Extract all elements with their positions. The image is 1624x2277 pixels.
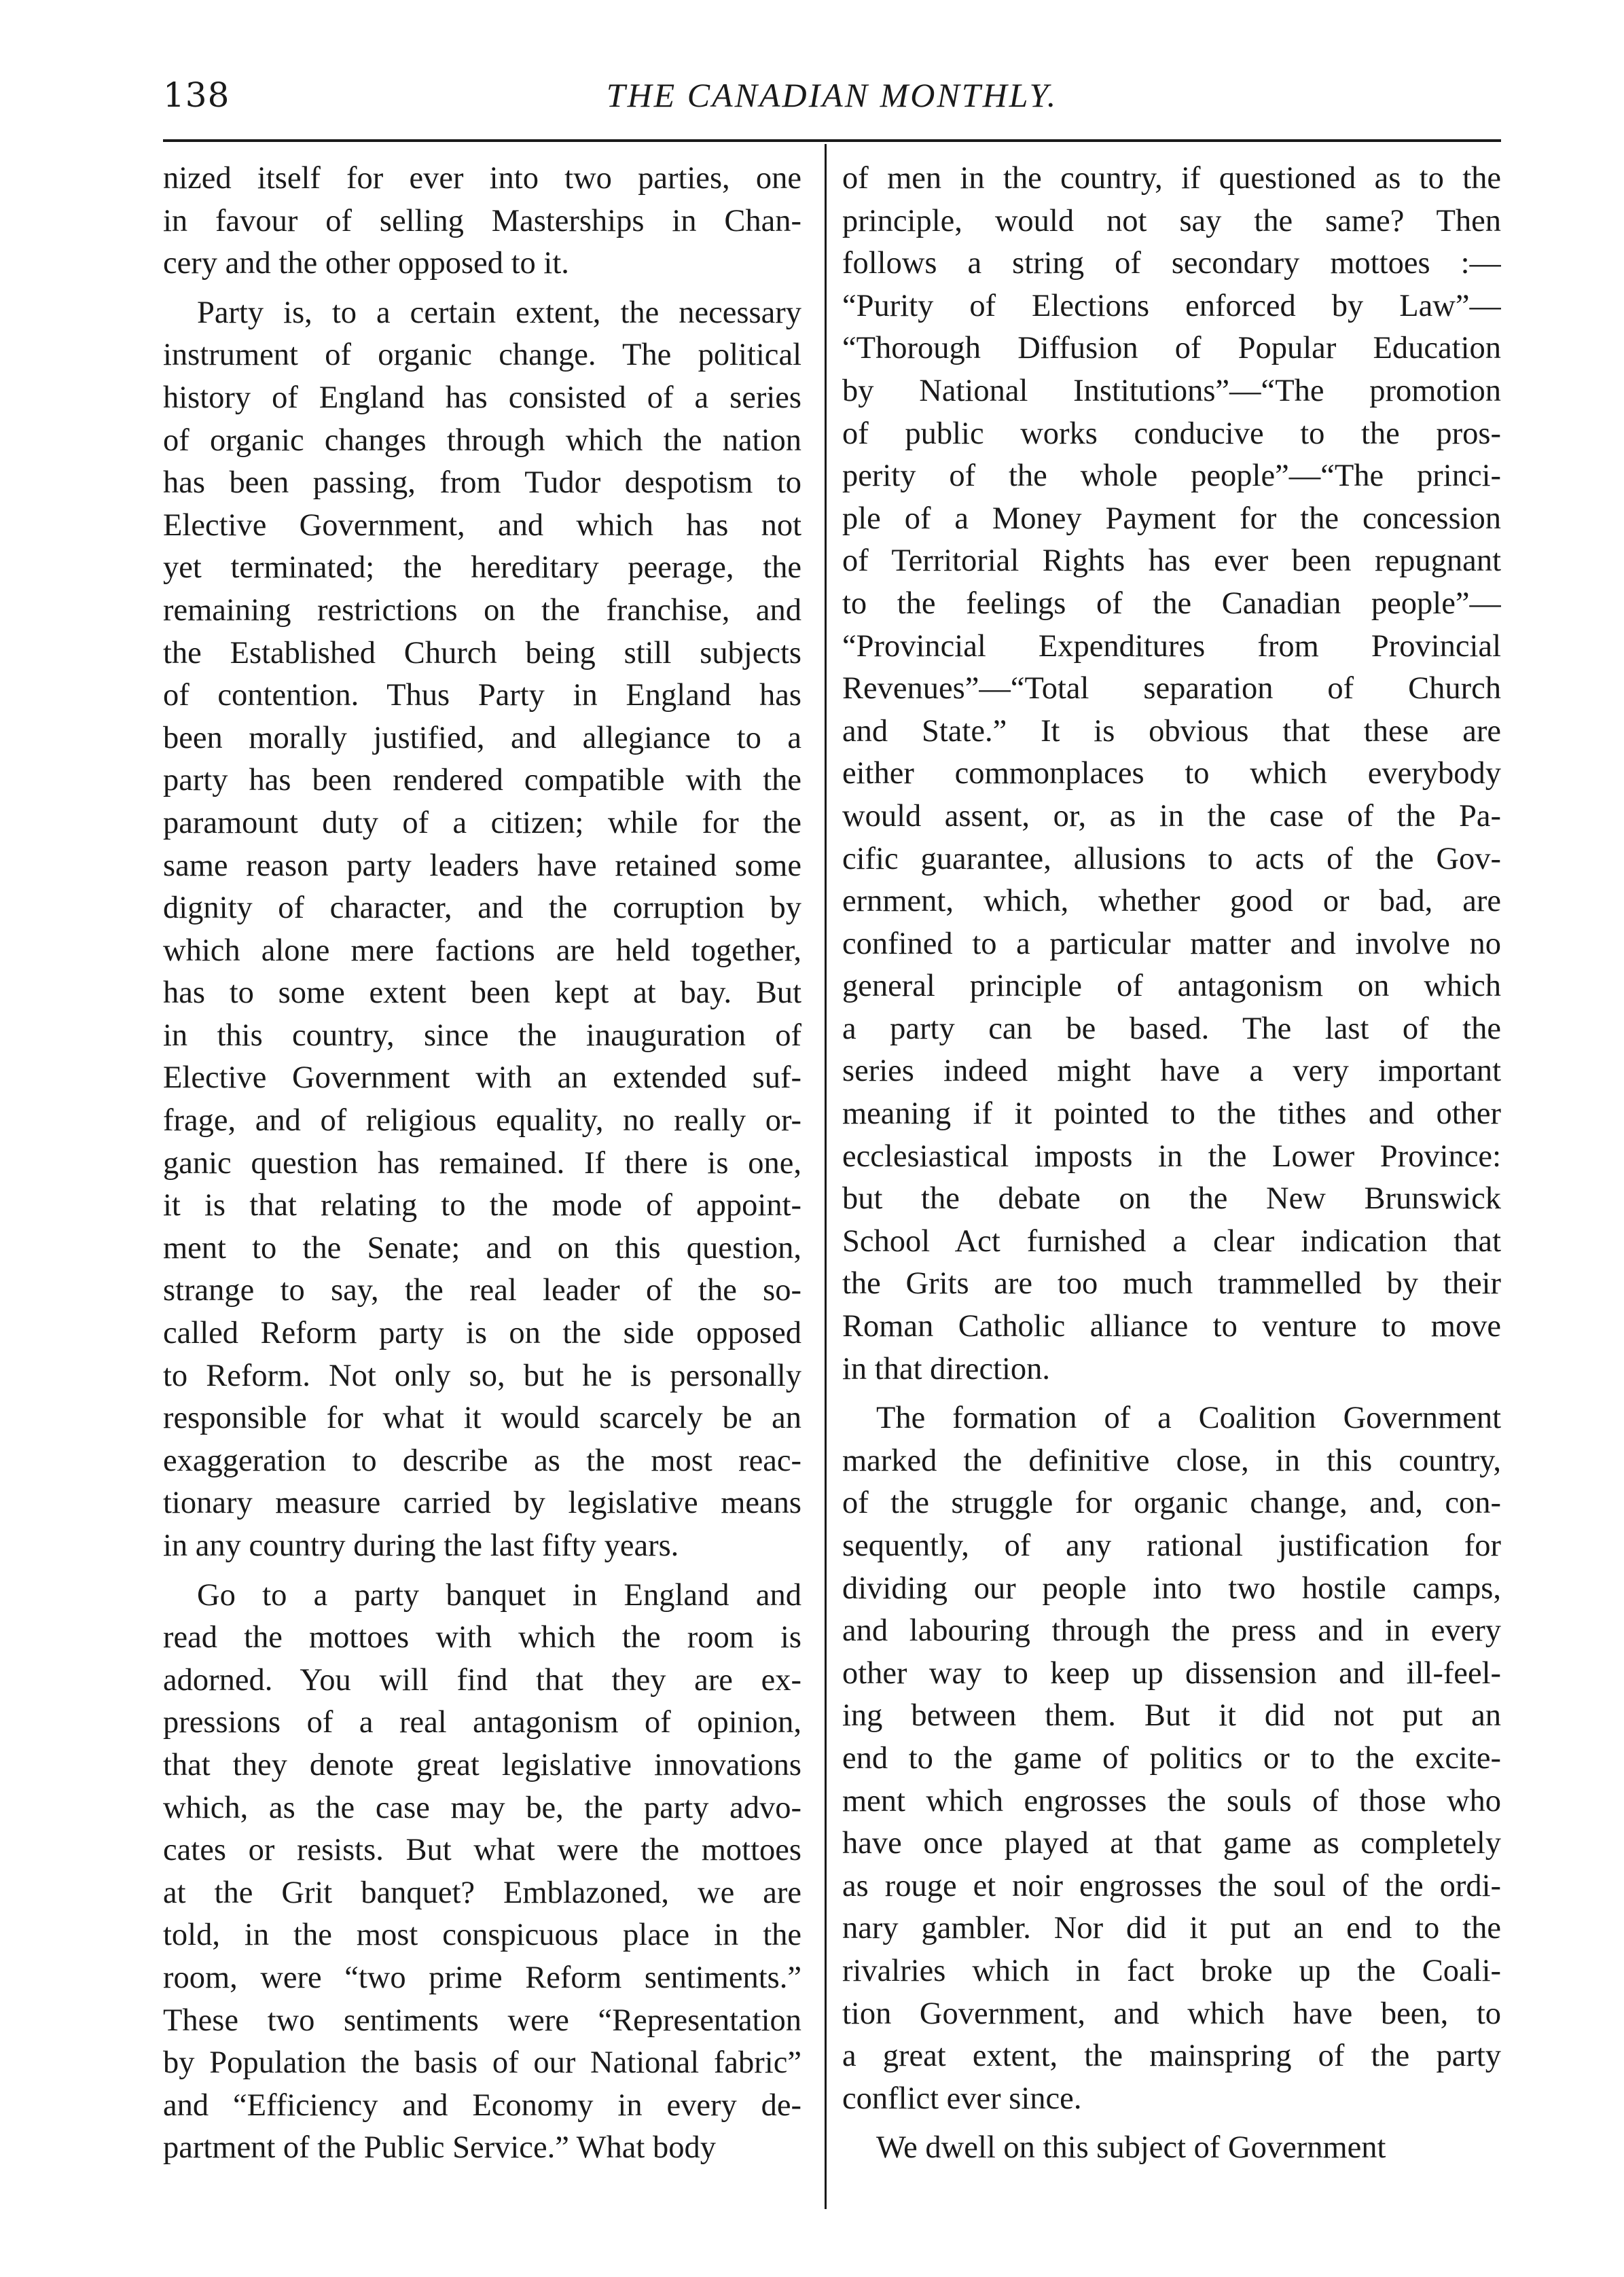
text-line: principle, would not say the same? Then [842,203,1501,238]
text-line: have once played at that game as completely [842,1826,1501,1861]
text-line: of the struggle for organic change, and, con- [842,1486,1501,1521]
text-line: tionary measure carried by legislative means [163,1486,801,1521]
text-line: “Thorough Diffusion of Popular Education [842,331,1501,366]
text-line: told, in the most conspicuous place in the [163,1918,801,1953]
text-line: ernment, which, whether good or bad, are [842,884,1501,919]
text-line: of men in the country, if questioned as to the [842,161,1501,196]
column-divider [825,144,827,2209]
text-line: a party can be based. The last of the [842,1011,1501,1046]
paragraph [163,292,801,1568]
text-line: nary gambler. Nor did it put an end to the [842,1911,1501,1946]
text-line: to Reform. Not only so, but he is personally [163,1358,801,1393]
text-line: party has been rendered compatible with the [163,763,801,798]
paragraph-gap [842,2120,1501,2127]
paragraph [842,2127,1501,2170]
text-line: rivalries which in fact broke up the Coali- [842,1953,1501,1988]
text-line: by Population the basis of our National fabric” [163,2045,801,2081]
text-line: same reason party leaders have retained some [163,848,801,883]
paragraph-gap [163,285,801,292]
text-line: ment to the Senate; and on this question, [163,1230,801,1266]
text-line: which alone mere factions are held together, [163,933,801,968]
text-line: by National Institutions”—“The promotion [842,373,1501,408]
text-line: the Grits are too much trammelled by their [842,1266,1501,1302]
text-line: ple of a Money Payment for the concession [842,501,1501,536]
text-line: confined to a particular matter and involve no [842,926,1501,961]
text-line: dividing our people into two hostile camps, [842,1571,1501,1606]
text-line: has to some extent been kept at bay. But [163,975,801,1011]
text-line: either commonplaces to which everybody [842,756,1501,791]
text-line: read the mottoes with which the room is [163,1620,801,1655]
text-line: The formation of a Coalition Government [876,1401,1501,1436]
paragraph [163,1575,801,2170]
text-line: meaning if it pointed to the tithes and other [842,1096,1501,1132]
text-line: frage, and of religious equality, no really or- [163,1103,801,1138]
text-line: responsible for what it would scarcely be an [163,1401,801,1436]
right-column [842,158,1501,2170]
paragraph-gap [163,1568,801,1575]
text-line: remaining restrictions on the franchise, and [163,592,801,628]
text-line: strange to say, the real leader of the so- [163,1273,801,1308]
text-line: conflict ever since. [842,2081,1082,2116]
text-line: sequently, of any rational justification for [842,1528,1501,1563]
running-title: THE CANADIAN MONTHLY. [606,76,1058,114]
paragraph [842,158,1501,1391]
page-number: 138 [163,75,230,115]
text-line: would assent, or, as in the case of the Pa- [842,798,1501,833]
text-line: Party is, to a certain extent, the necessary [197,295,801,330]
text-line: of public works conducive to the pros- [842,416,1501,451]
text-line: been morally justified, and allegiance to a [163,720,801,755]
text-line: ecclesiastical imposts in the Lower Province: [842,1138,1501,1174]
text-line: instrument of organic change. The political [163,338,801,373]
text-line: in favour of selling Masterships in Chan- [163,203,801,238]
text-line: cates or resists. But what were the mottoes [163,1833,801,1868]
text-line: exaggeration to describe as the most reac- [163,1443,801,1478]
text-line: ment which engrosses the souls of those who [842,1783,1501,1818]
text-line: Go to a party banquet in England and [197,1577,801,1613]
text-line: in any country during the last fifty years. [163,1528,679,1563]
text-line: pressions of a real antagonism of opinion, [163,1705,801,1740]
text-line: and State.” It is obvious that these are [842,713,1501,749]
text-line: Elective Government, and which has not [163,507,801,543]
text-line: and labouring through the press and in every [842,1613,1501,1649]
text-line: history of England has consisted of a series [163,380,801,415]
text-line: We dwell on this subject of Government [876,2130,1386,2166]
text-line: that they denote great legislative innovations [163,1747,801,1782]
text-line: partment of the Public Service.” What body [163,2130,716,2166]
text-line: Roman Catholic alliance to venture to move [842,1309,1501,1344]
text-line: other way to keep up dissension and ill-feel- [842,1655,1501,1691]
text-line: but the debate on the New Brunswick [842,1181,1501,1217]
text-line: dignity of character, and the corruption by [163,891,801,926]
text-line: of contention. Thus Party in England has [163,678,801,713]
text-line: it is that relating to the mode of appoint- [163,1188,801,1223]
text-line: general principle of antagonism on which [842,969,1501,1004]
text-line: perity of the whole people”—“The princi- [842,459,1501,494]
text-line: has been passing, from Tudor despotism to [163,465,801,501]
text-line: These two sentiments were “Representation [163,2003,801,2038]
header-rule [163,139,1501,142]
text-line: Elective Government with an extended suf- [163,1060,801,1096]
text-line: room, were “two prime Reform sentiments.” [163,1960,801,1995]
text-line: which, as the case may be, the party advo- [163,1790,801,1825]
text-line: ing between them. But it did not put an [842,1698,1501,1734]
text-line: of organic changes through which the nation [163,423,801,458]
text-line: a great extent, the mainspring of the party [842,2039,1501,2074]
text-line: School Act furnished a clear indication that [842,1223,1501,1259]
text-line: and “Efficiency and Economy in every de- [163,2087,801,2123]
text-line: Revenues”—“Total separation of Church [842,671,1501,706]
text-line: yet terminated; the hereditary peerage, the [163,550,801,586]
text-line: at the Grit banquet? Emblazoned, we are [163,1875,801,1910]
text-line: paramount duty of a citizen; while for the [163,805,801,840]
paragraph [163,158,801,285]
page-header [163,68,1501,129]
text-line: to the feelings of the Canadian people”— [842,586,1501,621]
text-line: cery and the other opposed to it. [163,246,569,281]
text-line: “Purity of Elections enforced by Law”— [842,288,1501,323]
text-line: nized itself for ever into two parties, one [163,161,801,196]
text-line: ganic question has remained. If there is one, [163,1145,801,1181]
text-line: of Territorial Rights has ever been repugnant [842,543,1501,579]
text-line: as rouge et noir engrosses the soul of the ordi- [842,1868,1501,1903]
text-line: series indeed might have a very important [842,1054,1501,1089]
text-line: follows a string of secondary mottoes :— [842,246,1501,281]
text-line: “Provincial Expenditures from Provincial [842,628,1501,664]
left-column [163,158,801,2170]
text-line: called Reform party is on the side opposed [163,1316,801,1351]
text-line: in this country, since the inauguration of [163,1018,801,1053]
text-line: marked the definitive close, in this country, [842,1443,1501,1478]
text-line: in that direction. [842,1351,1051,1386]
paragraph [842,1397,1501,2120]
text-line: end to the game of politics or to the excite- [842,1740,1501,1776]
text-line: the Established Church being still subjects [163,635,801,670]
paragraph-gap [842,1391,1501,1397]
text-line: cific guarantee, allusions to acts of the Gov- [842,841,1501,876]
text-line: tion Government, and which have been, to [842,1996,1501,2031]
text-line: adorned. You will find that they are ex- [163,1662,801,1698]
